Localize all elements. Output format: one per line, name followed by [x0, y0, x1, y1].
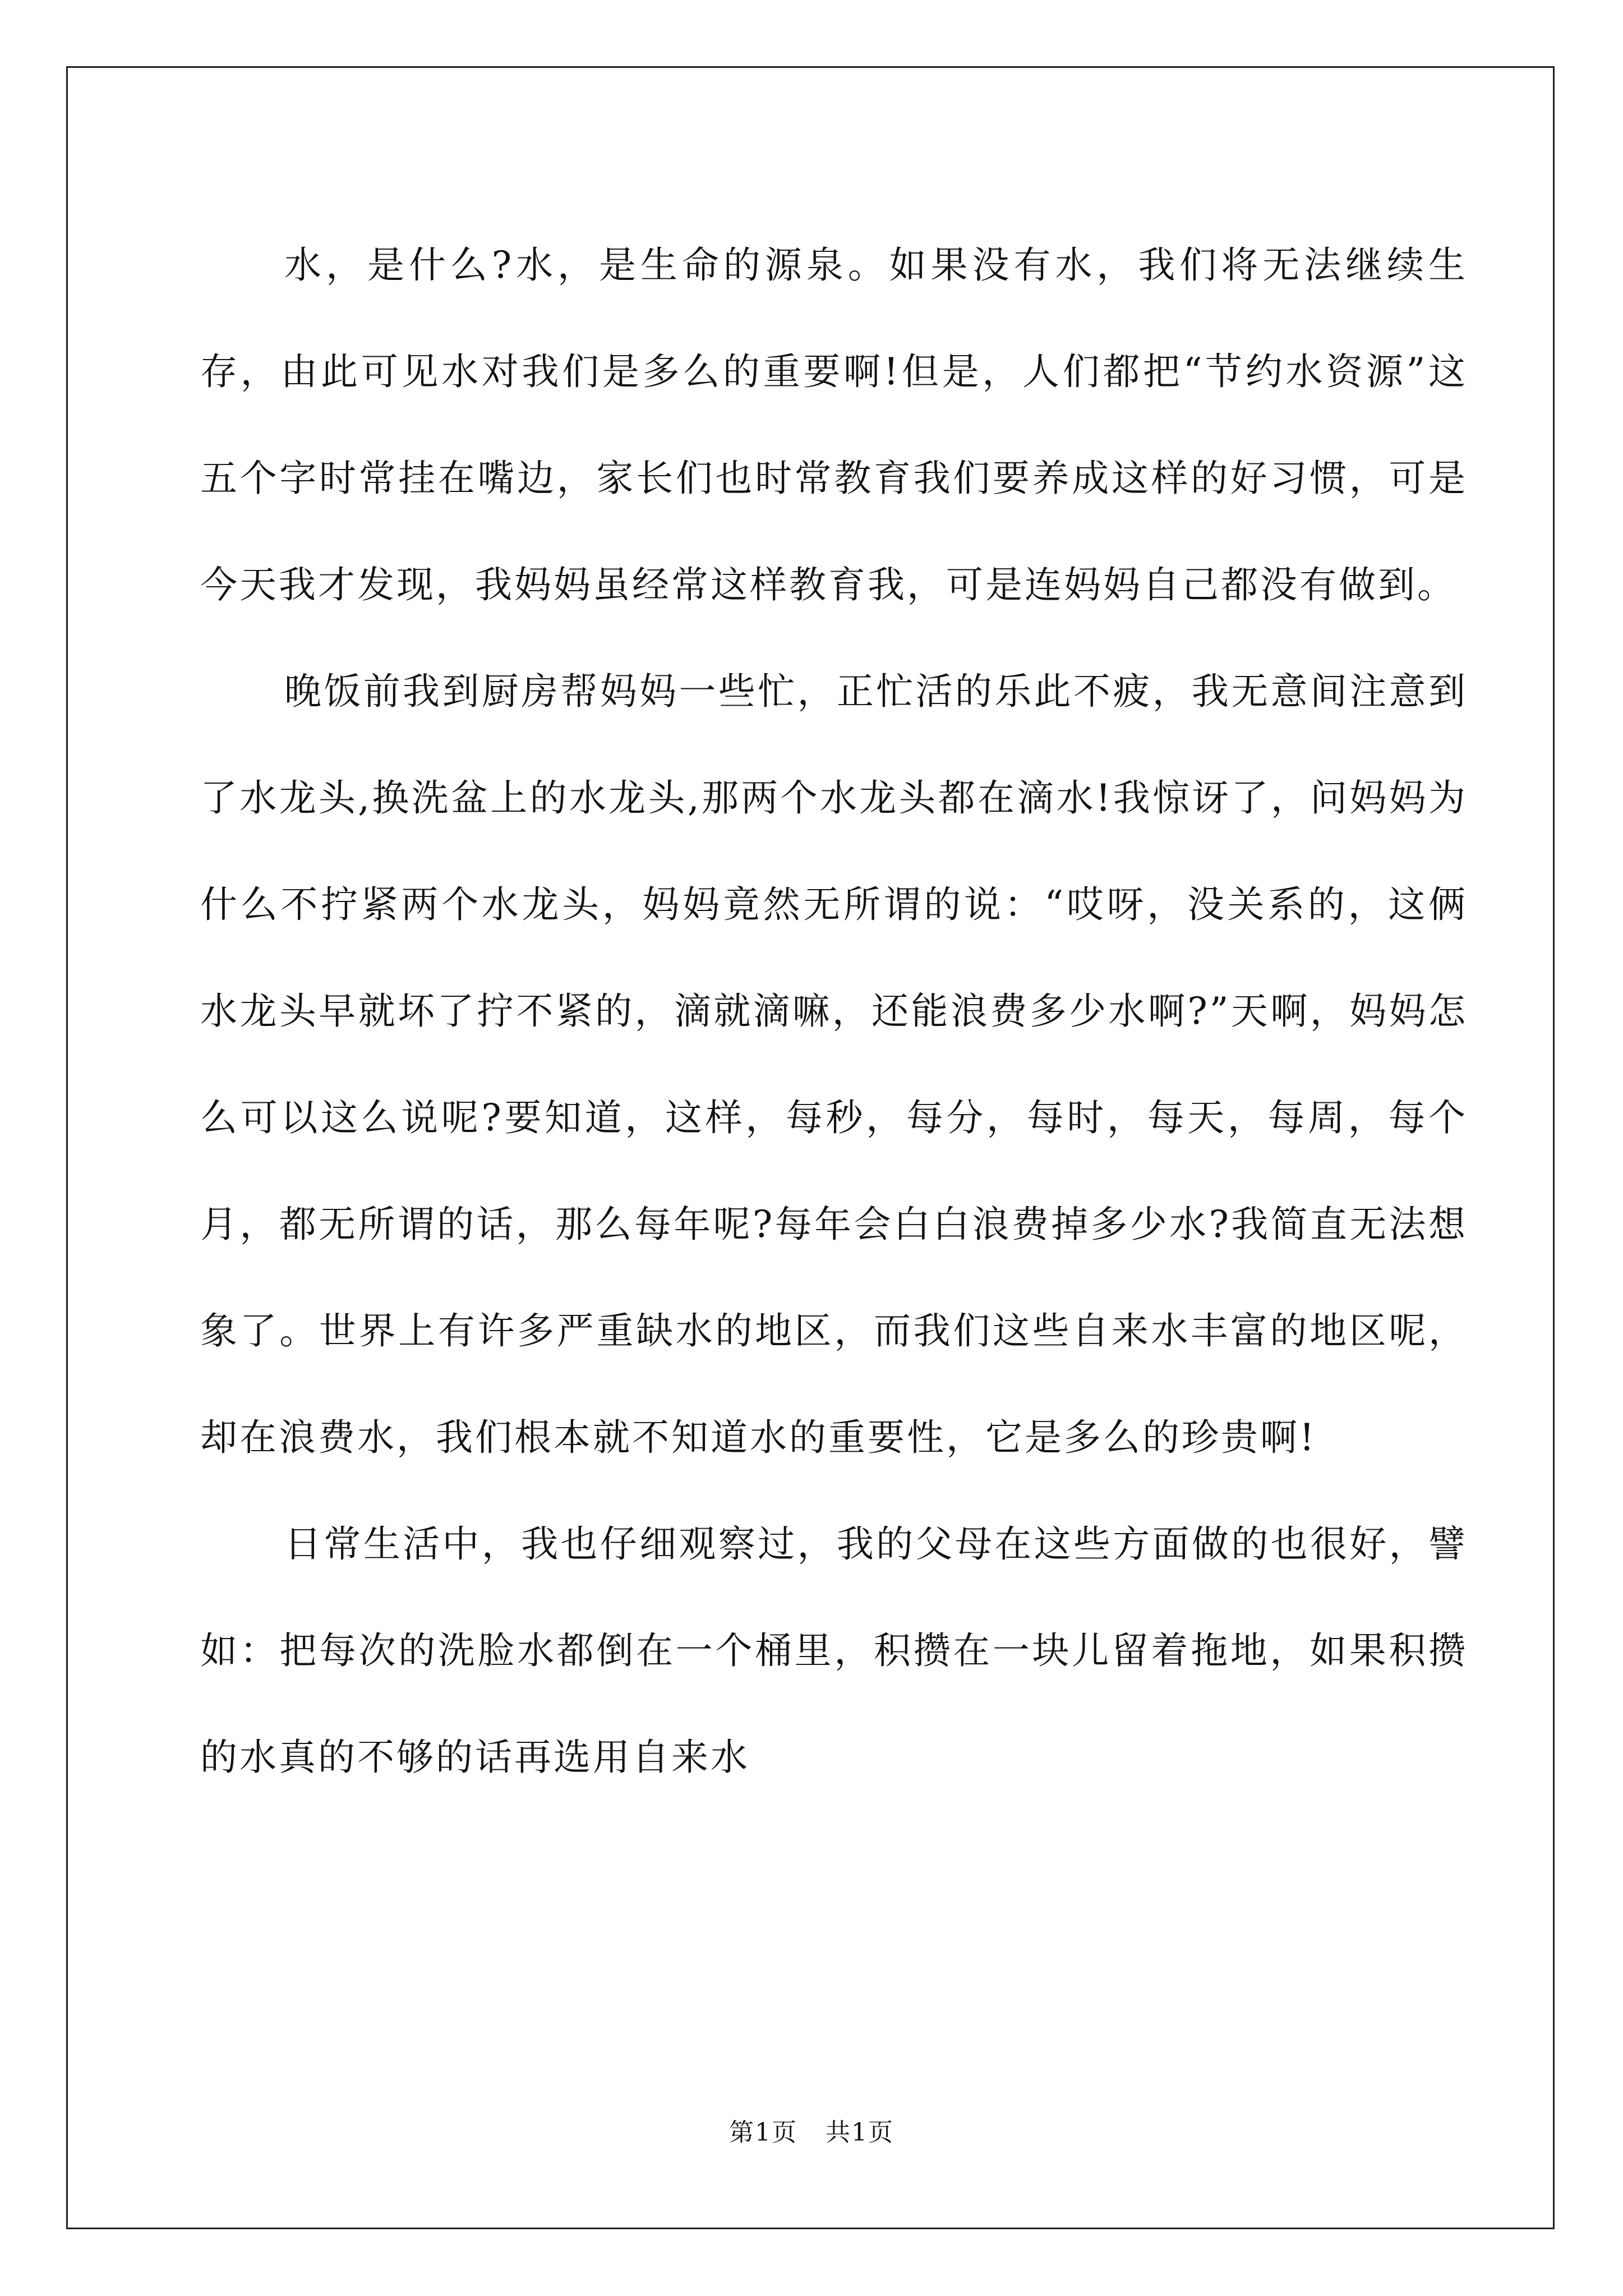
page-total: 共1页: [826, 2118, 894, 2147]
page-footer: [0, 2112, 1623, 2148]
paragraph-3: 日常生活中，我也仔细观察过，我的父母在这些方面做的也很好，譬如：把每次的洗脸水都倒在一个桶里，积攒在一块儿留着拖地，如果积攒的水真的不够的话再选用自来水: [200, 1522, 1468, 1779]
page-number: 第1页: [729, 2118, 797, 2147]
paragraph-1: 水，是什么?水，是生命的源泉。如果没有水，我们将无法继续生存，由此可见水对我们是多么的重要啊!但是，人们都把“节约水资源”这五个字时常挂在嘴边，家长们也时常教育我们要养成这样的好习惯，可是今天我才发现，我妈妈虽经常这样教育我，可是连妈妈自己都没有做到。: [200, 243, 1468, 606]
paragraph-2: 晚饭前我到厨房帮妈妈一些忙，正忙活的乐此不疲，我无意间注意到了水龙头,换洗盆上的水龙头,那两个水龙头都在滴水!我惊讶了，问妈妈为什么不拧紧两个水龙头，妈妈竟然无所谓的说：“哎呀，没关系的，这俩水龙头早就坏了拧不紧的，滴就滴嘛，还能浪费多少水啊?”天啊，妈妈怎么可以这么说呢?要知道，这样，每秒，每分，每时，每天，每周，每个月，都无所谓的话，那么每年呢?每年会白白浪费掉多少水?我简直无法想象了。世界上有许多严重缺水的地区，而我们这些自来水丰富的地区呢，却在浪费水，我们根本就不知道水的重要性，它是多么的珍贵啊!: [200, 670, 1468, 1459]
document-body: [200, 212, 1468, 1811]
